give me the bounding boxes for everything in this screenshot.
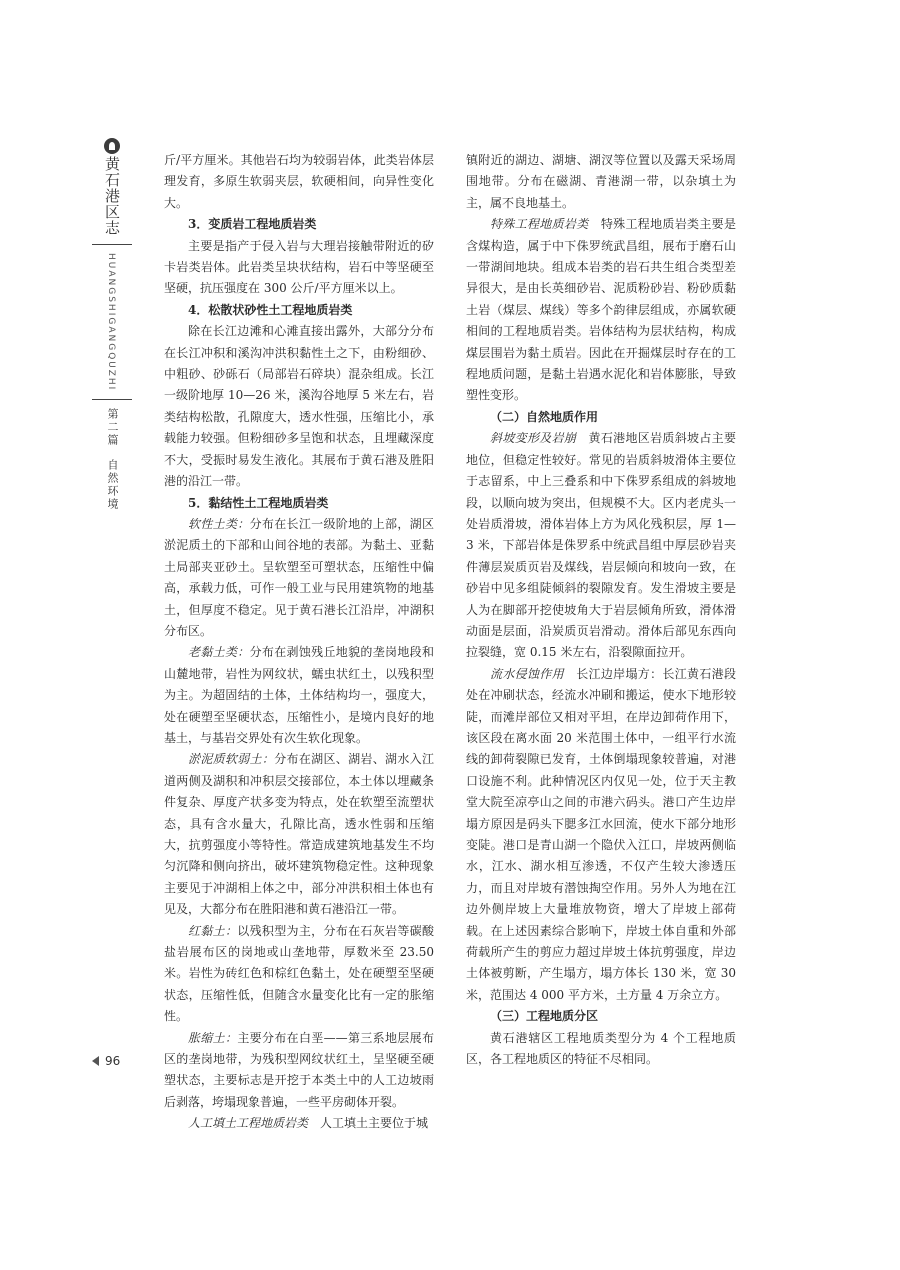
paragraph-lead: 老黏土类： xyxy=(188,645,250,660)
paragraph xyxy=(164,514,434,642)
divider xyxy=(92,399,132,400)
right-column xyxy=(466,150,736,1070)
paragraph xyxy=(164,921,434,1028)
paragraph-text: 以残积型为主，分布在石灰岩等碳酸盐岩展布区的岗地或山垄地带，厚数米至 23.50 米。岩性为砖红色和棕红色黏土，处在硬塑至坚硬状态，压缩性低，但随含水量变化比有一定的胀缩性。 xyxy=(164,923,434,1024)
paragraph-text: 主要分布在白垩——第三系地层展布区的垄岗地带，为残积型网纹状红土，呈坚硬至硬塑状态，主要标志是开挖于本类土中的人工边坡雨后剥落，垮塌现象普遍，一些平房砌体开裂。 xyxy=(164,1030,434,1109)
paragraph: 斤/平方厘米。其他岩石均为较弱岩体，此类岩体层理发育，多原生软弱夹层，软硬相间，向异性变化大。 xyxy=(164,153,434,210)
paragraph-lead: 软性土类： xyxy=(188,516,250,531)
paragraph-text: 人工填土主要位于城 xyxy=(320,1116,429,1131)
paragraph-text: 特殊工程地质岩类主要是含煤构造，属于中下侏罗统武昌组，展布于磨石山一带湖间地块。组成本岩类的岩石共生组合类型差异很大，是由长英细砂岩、泥质粉砂岩、粉砂质黏土岩（煤层、煤线）等多个韵律层组成，亦属软硬相间的工程地质岩类。岩体结构为层状结构，构成煤层围岩为黏土质岩。因此在开掘煤层时存在的工程地质问题，是黏土岩遇水泥化和岩体膨胀，导致塑性变形。 xyxy=(466,217,736,403)
paragraph-text: 长江边岸塌方：长江黄石港段处在冲刷状态，经流水冲刷和搬运，使水下地形较陡，而滩岸部位又相对平坦，在岸边卸荷作用下，该区段在离水面 20 米范围土体中，一组平行水流线的卸荷裂隙已发育，土体倒塌现象较普遍，对港口设施不利。此种情况区内仅见一处，位于天主教堂大院至凉亭山之间的市港六码头。港口产生边岸塌方原因是码头下腮多江水回流，使水下部分地形变陡。港口是青山湖一个隐伏入江口，岸坡两侧临水，江水、湖水相互渗透，不仅产生较大渗透压力，而且对岸坡有潜蚀掏空作用。另外人为地在江边外侧岸坡上大量堆放物资，增大了岸坡上部荷载。在上述因素综合影响下，岸坡土体自重和外部荷载所产生的剪应力超过岸坡土体抗剪强度，岸边土体被剪断，产生塌方，塌方体长 130 米，宽 30 米，范围达 4 000 平方米，土方量 4 万余立方。 xyxy=(466,666,736,1002)
paragraph-lead: 斜坡变形及岩崩 xyxy=(490,431,589,446)
part-name: 自然环境 xyxy=(106,459,119,512)
paragraph xyxy=(466,214,736,407)
chapter-heading: （三）工程地质分区 xyxy=(490,1009,599,1024)
paragraph: 主要是指产于侵入岩与大理岩接触带附近的矽卡岩类岩体。此岩类呈块状结构，岩石中等坚硬至坚硬，抗压强度在 300 公斤/平方厘米以上。 xyxy=(164,238,434,296)
page-number-text: 96 xyxy=(105,1054,121,1068)
sidebar xyxy=(92,138,132,511)
paragraph-text: 分布在剥蚀残丘地貌的垄岗地段和山麓地带，岩性为网纹状，蠕虫状红土，以残积型为主。为超固结的土体，土体结构均一，强度大，处在硬塑至坚硬状态，压缩性小，是境内良好的地基土，与基岩交界处有次生软化现象。 xyxy=(164,645,434,745)
paragraph-lead: 淤泥质软弱土： xyxy=(188,752,275,767)
part-number: 第二篇 xyxy=(106,408,119,448)
chapter-heading: （二）自然地质作用 xyxy=(490,409,599,424)
paragraph-text: 分布在湖区、湖岩、湖水入江道两侧及湖积和冲积层交接部位，本土体以埋藏条件复杂、厚度产状多变为特点，处在软塑至流塑状态，具有含水量大，孔隙比高，透水性弱和压缩大，抗剪强度小等特性。常造成建筑地基发生不均匀沉降和侧向挤出，破坏建筑物稳定性。这种现象主要见于冲湖相上体之中，部分冲洪积相土体也有见及，大都分布在胜阳港和黄石港沿江一带。 xyxy=(164,752,434,917)
paragraph-lead: 胀缩土： xyxy=(188,1030,238,1045)
section-heading: 4．松散状砂性土工程地质岩类 xyxy=(188,302,353,317)
logo-icon xyxy=(104,138,120,154)
paragraph-text: 分布在长江一级阶地的上部，湖区淤泥质土的下部和山间谷地的表部。为黏土、亚黏土局部夹亚砂土。呈软塑至可塑状态，压缩性中偏高，承载力低，可作一般工业与民用建筑物的地基土，但厚度不稳定。见于黄石港长江沿岸，冲湖积分布区。 xyxy=(164,516,434,638)
paragraph xyxy=(164,642,434,749)
section-heading: 5．黏结性土工程地质岩类 xyxy=(188,495,329,510)
paragraph-lead: 红黏土： xyxy=(188,923,238,938)
paragraph: 黄石港辖区工程地质类型分为 4 个工程地质区，各工程地质区的特征不尽相同。 xyxy=(466,1030,736,1067)
paragraph xyxy=(466,664,736,1007)
paragraph: 除在长江边滩和心滩直接出露外，大部分分布在长江冲积和溪沟冲洪积黏性土之下，由粉细砂、中粗砂、砂砾石（局部岩石碎块）混杂组成。长江一级阶地厚 10—26 米，溪沟谷地厚 5 米左右，岩类结构松散，孔隙度大，透水性强，压缩比小，承载能力较强。但粉细砂多呈饱和状态，且埋藏深度不大，受振时易发生液化。其展布于黄石港及胜阳港的沿江一带。 xyxy=(164,324,434,489)
page-marker-icon xyxy=(92,1056,99,1066)
paragraph xyxy=(164,1113,434,1134)
paragraph xyxy=(164,749,434,920)
paragraph-lead: 人工填土工程地质岩类 xyxy=(188,1116,321,1131)
paragraph-lead: 特殊工程地质岩类 xyxy=(490,217,601,232)
page-number xyxy=(92,1054,120,1068)
book-title-pinyin: HUANGSHIGANGQUZHI xyxy=(106,253,116,392)
paragraph-lead: 流水侵蚀作用 xyxy=(490,666,577,681)
paragraph-text: 黄石港地区岩质斜坡占主要地位，但稳定性较好。常见的岩质斜坡滑体主要位于志留系，中上三叠系和中下侏罗系组成的斜坡地段，以顺向坡为突出，但规模不大。区内老虎头一处岩质滑坡，滑体岩体上方为风化残积层，厚 1—3 米，下部岩体是侏罗系中统武昌组中厚层砂岩夹件薄层炭质页岩及煤线，岩层倾向和坡向一致，在砂岩中见多组陡倾斜的裂隙发育。发生滑坡主要是人为在脚部开挖使坡角大于岩层倾角所致，滑体滑动面是层面，沿炭质页岩滑动。滑体后部见东西向拉裂缝，宽 0.15 米左右，沿裂隙面拉开。 xyxy=(466,431,736,660)
section-heading: 3．变质岩工程地质岩类 xyxy=(188,217,317,232)
book-title: 黄石港区志 xyxy=(103,156,121,236)
paragraph: 镇附近的湖边、湖塘、湖汊等位置以及露天采场周围地带。分布在磁湖、青港湖一带，以杂填土为主，属不良地基土。 xyxy=(466,153,736,210)
paragraph xyxy=(466,428,736,663)
divider xyxy=(92,244,132,245)
left-column xyxy=(164,150,434,1135)
paragraph xyxy=(164,1028,434,1114)
